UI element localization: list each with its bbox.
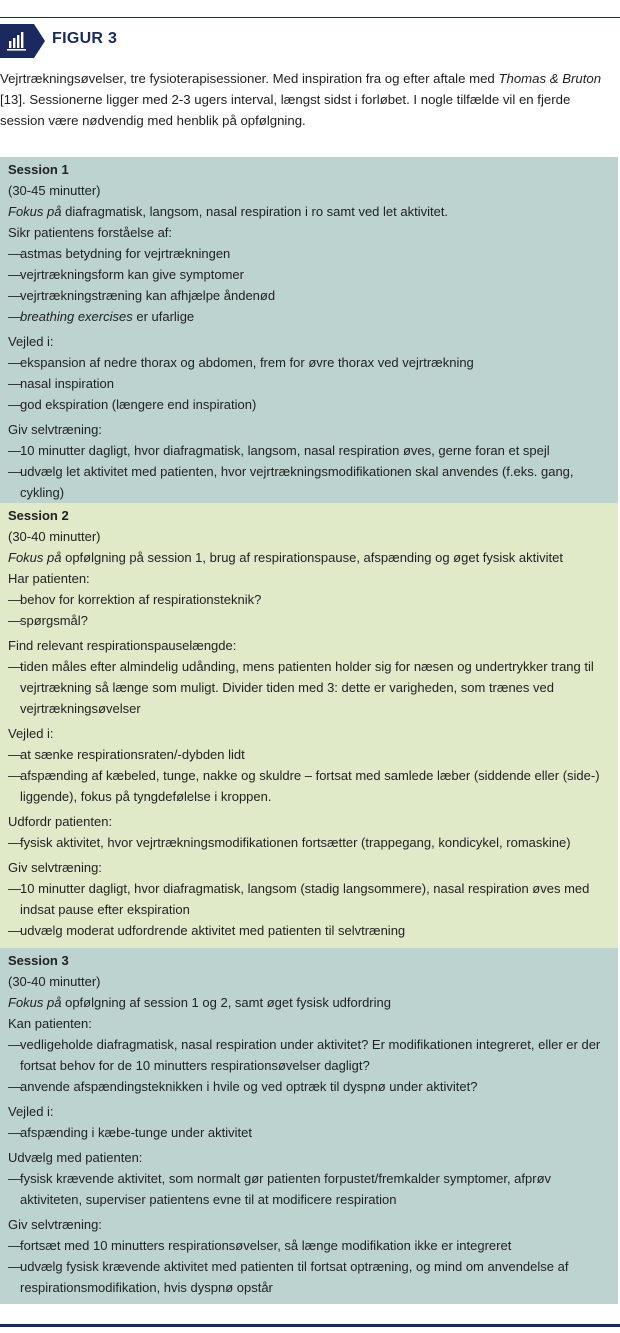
session-3-panel [0, 948, 618, 1304]
list-item: —afspænding i kæbe-tunge under aktivitet [8, 1125, 252, 1140]
group-heading: Udfordr patienten: [8, 814, 113, 829]
session-duration: (30-40 minutter) [8, 974, 101, 989]
figure-header [0, 24, 620, 58]
session-1-panel [0, 157, 618, 503]
session-title: Session 2 [8, 508, 69, 523]
focus-label: Fokus på [8, 995, 62, 1010]
session-duration: (30-45 minutter) [8, 183, 101, 198]
group-heading: Giv selvtræning: [8, 422, 102, 437]
list-item: —tiden måles efter almindelig udånding, mens patienten holder sig for næsen og undertrykker trang til vejrtrækning så længe som muligt. Divider tiden med 3: dette er varigheden, som trænes ved vejrtrækningsøvelser [8, 659, 594, 716]
list-item: —spørgsmål? [8, 613, 88, 628]
caption-reference-authors: Thomas & Bruton [498, 71, 602, 86]
list-item: —behov for korrektion af respirationsteknik? [8, 592, 262, 607]
list-item: —vejrtrækningsform kan give symptomer [8, 267, 244, 282]
group-heading: Find relevant respirationspauselængde: [8, 638, 237, 653]
list-item: —astmas betydning for vejrtrækningen [8, 246, 231, 261]
list-item: —anvende afspændingsteknikken i hvile og ved optræk til dyspnø under aktivitet? [8, 1079, 478, 1094]
list-item: —vedligeholde diafragmatisk, nasal respiration under aktivitet? Er modifikationen integreret, eller er der fortsat behov for de 10 minutters respirationsøvelser dagligt? [8, 1037, 601, 1073]
list-item: —10 minutter dagligt, hvor diafragmatisk, langsom, nasal respiration øves, gerne foran et spejl [8, 443, 550, 458]
group-heading: Har patienten: [8, 571, 90, 586]
session-focus [8, 547, 610, 568]
list-item: —udvælg fysisk krævende aktivitet med patienten til fortsat optræning, og mind om anvendelse af respirationsmodifikation, hvis dyspnø opstår [8, 1259, 569, 1295]
list-item: —udvælg moderat udfordrende aktivitet med patienten til selvtræning [8, 923, 406, 938]
list-item: —udvælg let aktivitet med patienten, hvor vejrtrækningsmodifikationen skal anvendes (f.eks. gang, cykling) [8, 464, 574, 500]
session-focus [8, 201, 610, 222]
list-item: —vejrtrækningstræning kan afhjælpe åndenød [8, 288, 276, 303]
group-heading: Giv selvtræning: [8, 860, 102, 875]
bar-chart-icon [0, 24, 34, 58]
session-2-panel [0, 503, 618, 948]
list-item: —fysisk krævende aktivitet, som normalt gør patienten forpustet/fremkalder symptomer, afprøv aktiviteten, superviser patientens evne til at modificere respiration [8, 1171, 552, 1207]
figure-caption [0, 68, 618, 131]
list-item: —at sænke respirationsraten/-dybden lidt [8, 747, 245, 762]
top-rule [0, 17, 620, 18]
bottom-rule [0, 1324, 620, 1327]
list-item: —nasal inspiration [8, 376, 114, 391]
group-heading: Sikr patientens forståelse af: [8, 225, 173, 240]
session-focus [8, 992, 610, 1013]
group-heading: Kan patienten: [8, 1016, 92, 1031]
list-item: —afspænding af kæbeled, tunge, nakke og skuldre – fortsat med samlede læber (siddende eller (side-) liggende), fokus på tyngdefølelse i kroppen. [8, 768, 600, 804]
list-item: —10 minutter dagligt, hvor diafragmatisk, langsom (stadig langsommere), nasal respiration øves med indsat pause efter ekspiration [8, 881, 590, 917]
group-heading: Udvælg med patienten: [8, 1150, 143, 1165]
focus-text: opfølgning af session 1 og 2, samt øget fysisk udfordring [61, 995, 391, 1010]
header-notch [34, 24, 45, 58]
list-item: —ekspansion af nedre thorax og abdomen, frem for øvre thorax ved vejrtrækning [8, 355, 474, 370]
group-heading: Vejled i: [8, 726, 54, 741]
group-heading: Giv selvtræning: [8, 1217, 102, 1232]
focus-text: diafragmatisk, langsom, nasal respiration i ro samt ved let aktivitet. [61, 204, 449, 219]
caption-text-after: [13]. Sessionerne ligger med 2-3 ugers interval, længst sidst i forløbet. I nogle tilfælde vil en fjerde session være nødvendig med henblik på opfølgning. [0, 92, 571, 128]
session-duration: (30-40 minutter) [8, 529, 101, 544]
session-title: Session 1 [8, 162, 69, 177]
figure-title: FIGUR 3 [52, 30, 118, 47]
list-item: —fortsæt med 10 minutters respirationsøvelser, så længe modifikation ikke er integreret [8, 1238, 512, 1253]
list-item: —god ekspiration (længere end inspiration) [8, 397, 257, 412]
caption-text-before: Vejrtrækningsøvelser, tre fysioterapisessioner. Med inspiration fra og efter aftale med [0, 71, 499, 86]
group-heading: Vejled i: [8, 1104, 54, 1119]
focus-label: Fokus på [8, 550, 62, 565]
session-title: Session 3 [8, 953, 69, 968]
group-heading: Vejled i: [8, 334, 54, 349]
focus-text: opfølgning på session 1, brug af respirationspause, afspænding og øget fysisk aktivitet [61, 550, 563, 565]
list-item: —fysisk aktivitet, hvor vejrtrækningsmodifikationen fortsætter (trappegang, kondicykel, romaskine) [8, 835, 571, 850]
list-item: —breathing exercises er ufarlige [8, 309, 195, 324]
focus-label: Fokus på [8, 204, 62, 219]
